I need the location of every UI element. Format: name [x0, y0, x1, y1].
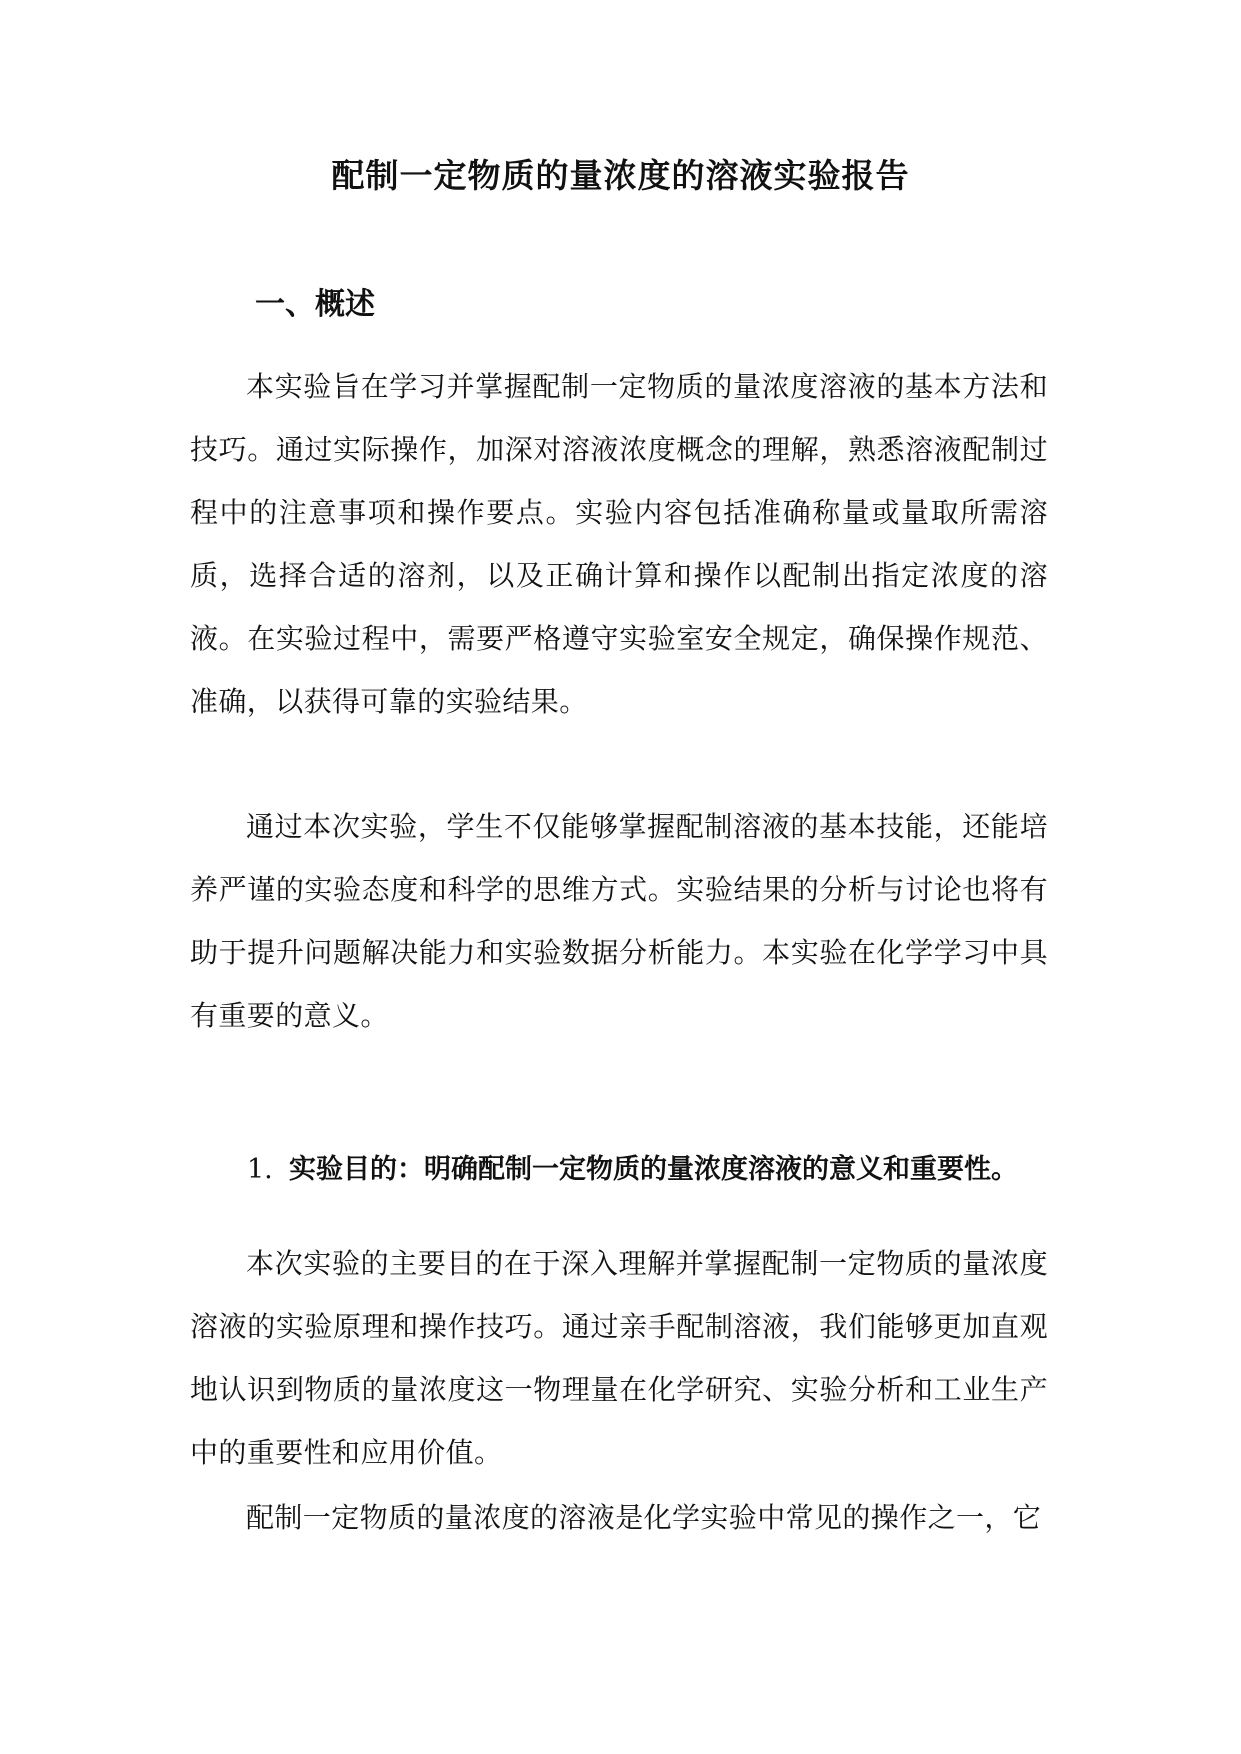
section-heading-overview: 一、概述 — [255, 287, 375, 322]
subsection-heading-text: 实验目的：明确配制一定物质的量浓度溶液的意义和重要性。 — [289, 1154, 1018, 1185]
purpose-paragraph-2: 配制一定物质的量浓度的溶液是化学实验中常见的操作之一，它 — [246, 1501, 1042, 1534]
document-title: 配制一定物质的量浓度的溶液实验报告 — [331, 156, 910, 195]
purpose-paragraph-1: 本次实验的主要目的在于深入理解并掌握配制一定物质的量浓度溶液的实验原理和操作技巧。通过亲手配制溶液，我们能够更加直观地认识到物质的量浓度这一物理量在化学研究、实验分析和工业生产中的重要性和应用价值。 — [190, 1247, 1048, 1469]
subsection-number: 1. — [247, 1154, 273, 1185]
subsection-heading-purpose — [247, 1148, 1018, 1192]
overview-paragraph-1: 本实验旨在学习并掌握配制一定物质的量浓度溶液的基本方法和技巧。通过实际操作，加深对溶液浓度概念的理解，熟悉溶液配制过程中的注意事项和操作要点。实验内容包括准确称量或量取所需溶质，选择合适的溶剂，以及正确计算和操作以配制出指定浓度的溶液。在实验过程中，需要严格遵守实验室安全规定，确保操作规范、准确，以获得可靠的实验结果。 — [190, 370, 1048, 718]
overview-paragraph-2: 通过本次实验，学生不仅能够掌握配制溶液的基本技能，还能培养严谨的实验态度和科学的思维方式。实验结果的分析与讨论也将有助于提升问题解决能力和实验数据分析能力。本实验在化学学习中具有重要的意义。 — [190, 810, 1048, 1032]
